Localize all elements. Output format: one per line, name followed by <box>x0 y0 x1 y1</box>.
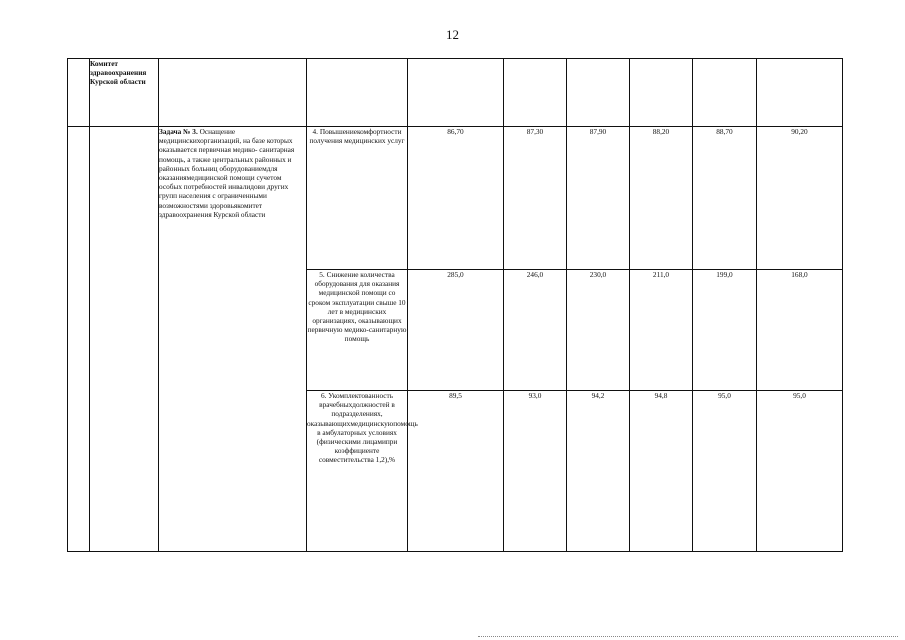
empty-cell <box>757 59 843 127</box>
indicator-row <box>68 127 843 270</box>
task-cell <box>159 127 307 552</box>
empty-cell <box>68 127 90 552</box>
empty-cell <box>630 59 693 127</box>
value-cell: 88,70 <box>693 127 757 270</box>
value-cell: 87,90 <box>567 127 630 270</box>
value-cell: 87,30 <box>504 127 567 270</box>
value-cell: 246,0 <box>504 270 567 391</box>
committee-cell: Комитет здравоохранения Курской области <box>90 59 159 127</box>
task-text: Оснащение медицинскихорганизаций, на базе которых оказывается первичная медико- санитарная помощь, а также центральных районных и районных больниц оборудованиемдля оказаниямедицинской помощи сучетом особых потребностей инвалидови других групп населения с ограниченными возможностями здоровьякомитет здравоохранения Курской области <box>159 127 295 219</box>
value-cell: 94,8 <box>630 391 693 552</box>
empty-cell <box>408 59 504 127</box>
empty-cell <box>90 127 159 552</box>
value-cell: 88,20 <box>630 127 693 270</box>
task-label: Задача № 3. <box>159 127 198 136</box>
value-cell: 89,5 <box>408 391 504 552</box>
value-cell: 199,0 <box>693 270 757 391</box>
value-cell: 168,0 <box>757 270 843 391</box>
empty-cell <box>504 59 567 127</box>
value-cell: 95,0 <box>757 391 843 552</box>
empty-cell <box>307 59 408 127</box>
value-cell: 211,0 <box>630 270 693 391</box>
value-cell: 94,2 <box>567 391 630 552</box>
value-cell: 90,20 <box>757 127 843 270</box>
value-cell: 93,0 <box>504 391 567 552</box>
page-number: 12 <box>446 27 459 42</box>
value-cell: 95,0 <box>693 391 757 552</box>
value-cell: 86,70 <box>408 127 504 270</box>
indicator-label: 4. Повышениекомфортности получения медицинских услуг <box>307 127 408 270</box>
scan-artifact-line <box>478 636 898 637</box>
indicator-label: 6. Укомплектованность врачебныхдолжностей в подразделениях, оказывающихмедицинскуюпомощь в амбулаторных условиях (физическими лицамипри коэффициенте совместительства 1,2),% <box>307 391 408 552</box>
header-row <box>68 59 843 127</box>
value-cell: 285,0 <box>408 270 504 391</box>
value-cell: 230,0 <box>567 270 630 391</box>
indicator-label: 5. Снижение количества оборудования для оказания медицинской помощи со сроком эксплуатации свыше 10 лет в медицинских организациях, оказывающих первичную медико-санитарную помощь <box>307 270 408 391</box>
empty-cell <box>159 59 307 127</box>
empty-cell <box>693 59 757 127</box>
empty-cell <box>567 59 630 127</box>
indicators-table <box>67 58 843 552</box>
empty-cell <box>68 59 90 127</box>
